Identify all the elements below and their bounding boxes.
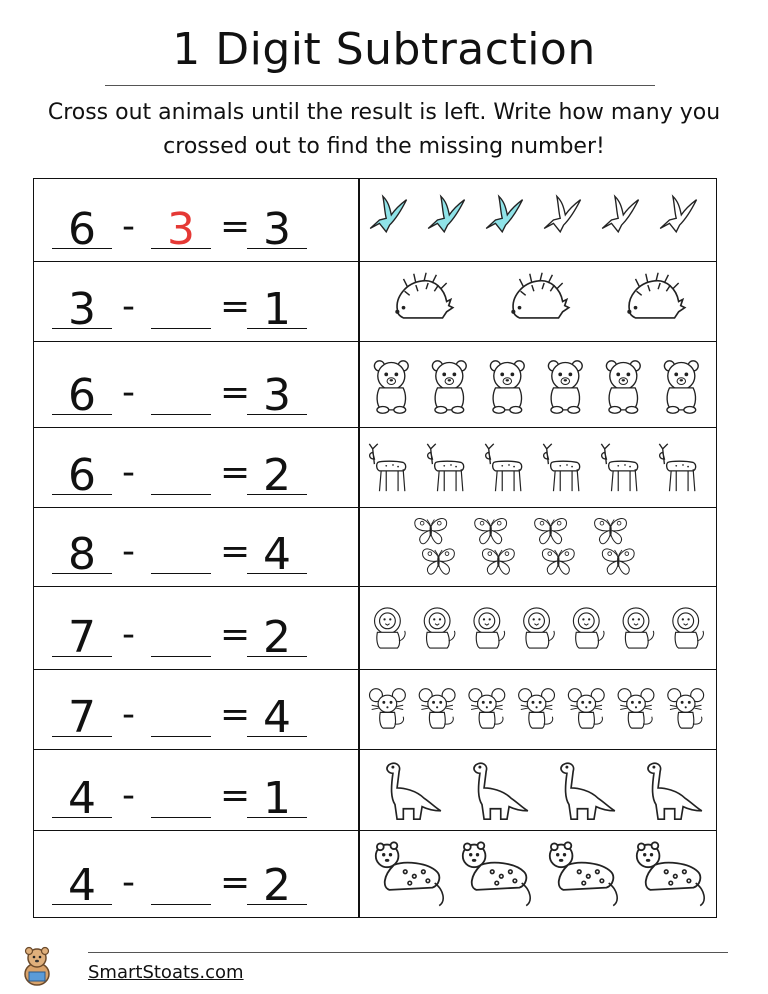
minuend: 3	[68, 284, 96, 335]
lion-icon	[424, 608, 455, 648]
equation-row	[34, 830, 716, 917]
result: 2	[263, 612, 291, 663]
equation	[34, 670, 358, 749]
minus-sign: -	[122, 452, 135, 493]
stoat-logo-icon	[16, 944, 58, 988]
equation	[34, 831, 358, 917]
instructions: Cross out animals until the result is left. Write how many you crossed out to find the missing number!	[47, 100, 721, 159]
dinosaur-icon	[648, 763, 702, 819]
title-underline	[105, 85, 655, 86]
missing-number-blank-line	[151, 904, 211, 905]
deer-icon	[601, 444, 637, 491]
bear-icon	[432, 361, 466, 413]
minuend: 6	[68, 450, 96, 501]
equals-sign: =	[220, 452, 251, 493]
missing-number-blank[interactable]: 3	[167, 204, 195, 255]
butterfly-icon	[542, 549, 574, 574]
butterfly-icon	[595, 518, 627, 543]
equals-sign: =	[220, 862, 251, 903]
result: 2	[263, 450, 291, 501]
missing-number-blank-line	[151, 494, 211, 495]
equation-row	[34, 749, 716, 830]
animal-group	[364, 754, 712, 826]
leopard-icon	[637, 842, 704, 905]
equation-row	[34, 586, 716, 669]
deer-icon	[427, 444, 463, 491]
minus-sign: -	[122, 614, 135, 655]
mouse-icon	[469, 689, 505, 728]
equation-row	[34, 341, 716, 427]
page-title: 1 Digit Subtraction	[172, 24, 596, 75]
deer-icon	[369, 444, 405, 491]
lion-icon	[623, 608, 654, 648]
butterfly-icon	[423, 549, 455, 574]
lion-icon	[375, 608, 406, 648]
equals-sign: =	[220, 531, 251, 572]
bird-icon	[486, 196, 522, 232]
footer-site-link[interactable]: SmartStoats.com	[88, 962, 244, 983]
minus-sign: -	[122, 862, 135, 903]
animal-group	[364, 432, 712, 503]
dinosaur-icon	[561, 763, 615, 819]
equals-sign: =	[220, 694, 251, 735]
animal-group	[364, 835, 712, 913]
bird-icon	[428, 196, 464, 232]
hedgehog-icon	[627, 273, 685, 318]
mouse-icon	[419, 689, 455, 728]
equation-row	[34, 179, 716, 261]
bird-icon	[370, 196, 406, 232]
animal-group	[364, 512, 712, 582]
equation	[34, 750, 358, 830]
lion-icon	[474, 608, 505, 648]
bird-icon	[660, 196, 696, 232]
equation	[34, 587, 358, 669]
bear-icon	[374, 361, 408, 413]
leopard-icon	[463, 842, 530, 905]
lion-icon	[673, 608, 704, 648]
missing-number-blank-line	[151, 573, 211, 574]
equation-row	[34, 427, 716, 507]
hedgehog-icon	[395, 273, 453, 318]
animal-group	[364, 674, 712, 745]
equation	[34, 508, 358, 586]
missing-number-blank-line	[151, 817, 211, 818]
dinosaur-icon	[474, 763, 528, 819]
lion-icon	[573, 608, 604, 648]
missing-number-blank-line	[151, 656, 211, 657]
result: 2	[263, 860, 291, 911]
equals-sign: =	[220, 372, 251, 413]
equals-sign: =	[220, 206, 251, 247]
bear-icon	[548, 361, 582, 413]
bear-icon	[606, 361, 640, 413]
equation-row	[34, 261, 716, 341]
minuend: 7	[68, 612, 96, 663]
result: 4	[263, 529, 291, 580]
equals-sign: =	[220, 286, 251, 327]
minuend: 4	[68, 860, 96, 911]
minus-sign: -	[122, 286, 135, 327]
equation	[34, 428, 358, 507]
minus-sign: -	[122, 775, 135, 816]
bear-icon	[490, 361, 524, 413]
minuend: 4	[68, 773, 96, 824]
butterfly-icon	[602, 549, 634, 574]
equation	[34, 262, 358, 341]
mouse-icon	[668, 689, 704, 728]
mouse-icon	[370, 689, 406, 728]
missing-number-blank-line	[151, 736, 211, 737]
animal-group	[364, 346, 712, 423]
butterfly-icon	[475, 518, 507, 543]
deer-icon	[659, 444, 695, 491]
minuend: 6	[68, 370, 96, 421]
result: 4	[263, 692, 291, 743]
equation-row	[34, 507, 716, 586]
minus-sign: -	[122, 372, 135, 413]
dinosaur-icon	[387, 763, 441, 819]
butterfly-icon	[482, 549, 514, 574]
animal-group	[364, 591, 712, 665]
missing-number-blank-line	[151, 414, 211, 415]
leopard-icon	[550, 842, 617, 905]
mouse-icon	[618, 689, 654, 728]
result: 3	[263, 370, 291, 421]
result: 1	[263, 284, 291, 335]
hedgehog-icon	[511, 273, 569, 318]
mouse-icon	[519, 689, 555, 728]
minus-sign: -	[122, 531, 135, 572]
bird-icon	[544, 196, 580, 232]
lion-icon	[524, 608, 555, 648]
result: 3	[263, 204, 291, 255]
bird-icon	[602, 196, 638, 232]
missing-number-blank-line	[151, 328, 211, 329]
worksheet-grid	[33, 178, 717, 918]
animal-group	[364, 183, 712, 257]
leopard-icon	[376, 842, 443, 905]
minuend: 8	[68, 529, 96, 580]
equation	[34, 179, 358, 261]
animal-group	[364, 266, 712, 337]
butterfly-icon	[415, 518, 447, 543]
mouse-icon	[568, 689, 604, 728]
footer-rule	[88, 952, 728, 953]
deer-icon	[485, 444, 521, 491]
deer-icon	[543, 444, 579, 491]
minuend: 6	[68, 204, 96, 255]
equation	[34, 342, 358, 427]
equals-sign: =	[220, 614, 251, 655]
result: 1	[263, 773, 291, 824]
butterfly-icon	[535, 518, 567, 543]
equation-row	[34, 669, 716, 749]
minus-sign: -	[122, 694, 135, 735]
equals-sign: =	[220, 775, 251, 816]
minuend: 7	[68, 692, 96, 743]
minus-sign: -	[122, 206, 135, 247]
bear-icon	[664, 361, 698, 413]
